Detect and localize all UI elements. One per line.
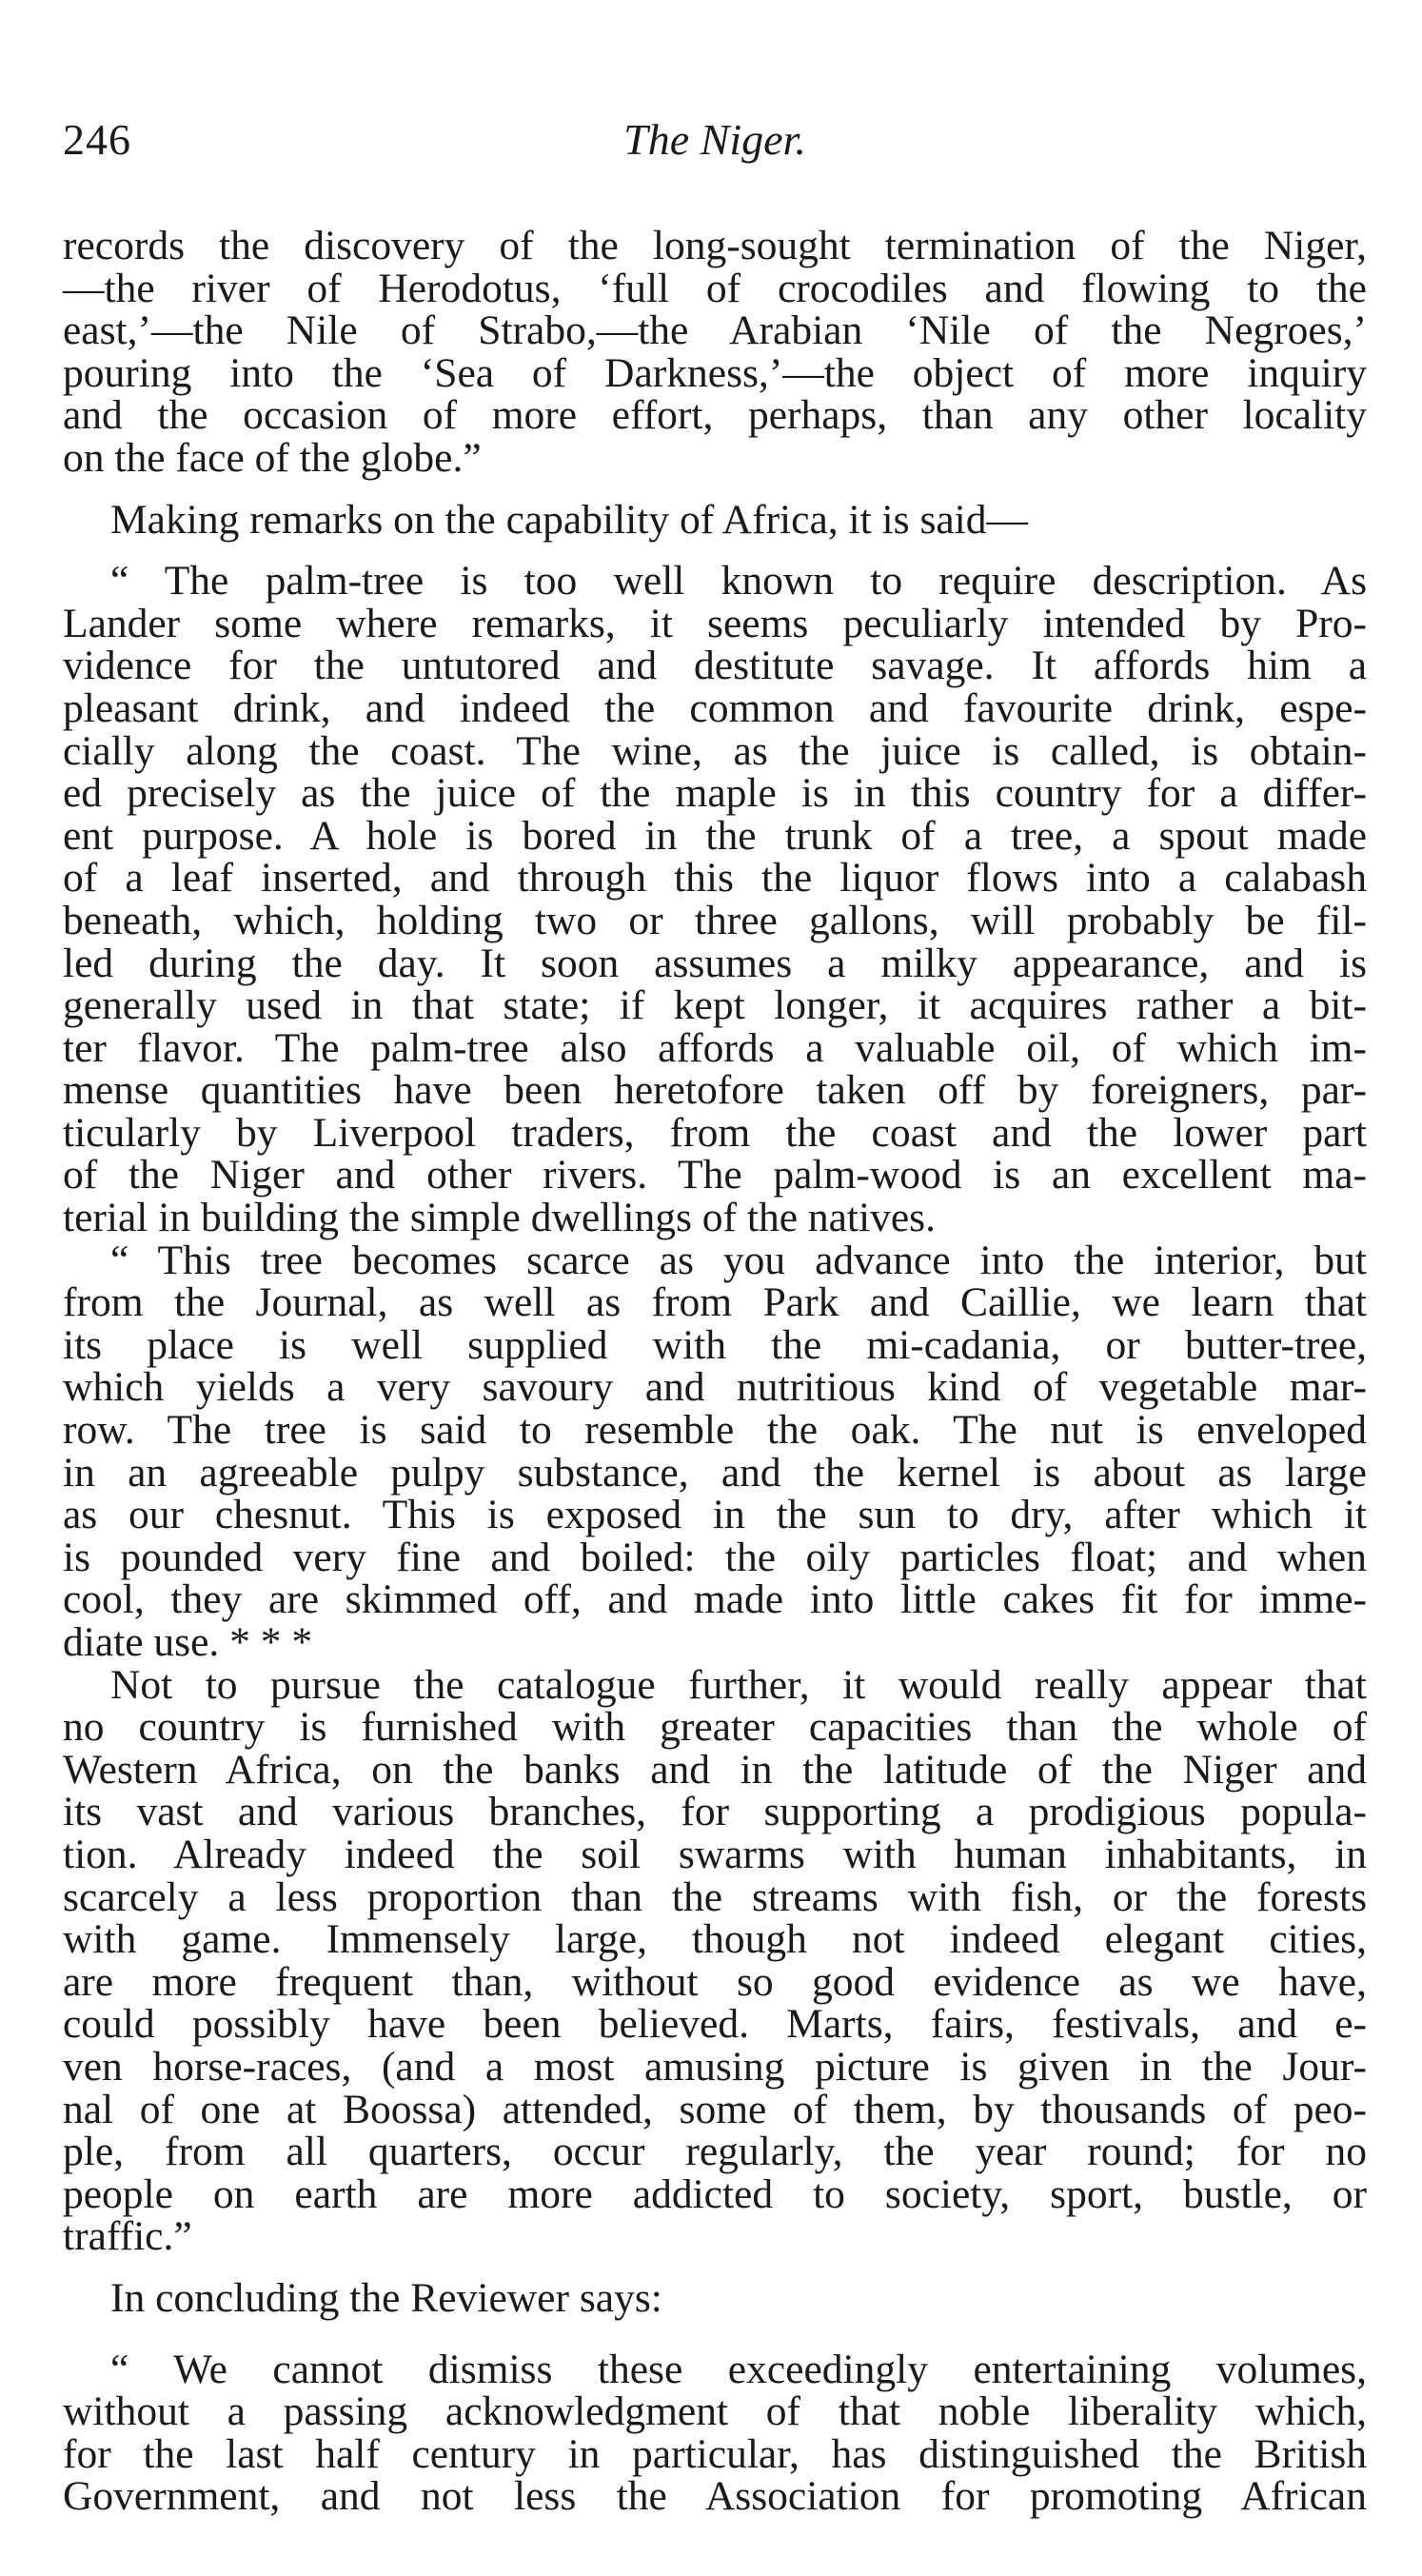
text-line: beneath, which, holding two or three gallons, will probably be fil- — [63, 897, 1367, 943]
text-line: “ This tree becomes scarce as you advance into the interior, but — [110, 1237, 1367, 1283]
paragraph-capability — [63, 496, 1367, 543]
text-line: its place is well supplied with the mi-cadania, or butter-tree, — [63, 1321, 1367, 1368]
text-line: in an agreeable pulpy substance, and the kernel is about as large — [63, 1449, 1367, 1496]
text-line: no country is furnished with greater capacities than the whole of — [63, 1704, 1367, 1751]
text-line: mense quantities have been heretofore taken off by foreigners, par- — [63, 1067, 1367, 1114]
text-line: led during the day. It soon assumes a milky appearance, and is — [63, 940, 1367, 986]
paragraph-reviewer — [63, 2274, 1367, 2321]
text-line: for the last half century in particular, has distinguished the British — [63, 2430, 1367, 2477]
text-line: row. The tree is said to resemble the oak. The nut is enveloped — [63, 1407, 1367, 1454]
text-line: are more frequent than, without so good evidence as we have, — [63, 1958, 1367, 2005]
text-line: ven horse-races, (and a most amusing picture is given in the Jour- — [63, 2043, 1367, 2090]
text-line: nal of one at Boossa) attended, some of them, by thousands of peo- — [63, 2086, 1367, 2132]
text-line: without a passing acknowledgment of that noble liberality which, — [63, 2388, 1367, 2435]
running-head — [63, 114, 1367, 181]
text-line: —the river of Herodotus, ‘full of crocodiles and flowing to the — [63, 265, 1367, 311]
text-line: “ We cannot dismiss these exceedingly entertaining volumes, — [110, 2346, 1367, 2392]
body-text — [63, 225, 1367, 2518]
text-line: ter flavor. The palm-tree also affords a valuable oil, of which im- — [63, 1024, 1367, 1071]
text-line: of the Niger and other rivers. The palm-wood is an excellent ma- — [63, 1152, 1367, 1199]
text-line: Not to pursue the catalogue further, it would really appear that — [110, 1661, 1367, 1708]
text-line: could possibly have been believed. Marts, fairs, festivals, and e- — [63, 2001, 1367, 2048]
text-line: people on earth are more addicted to society, sport, bustle, or — [63, 2170, 1367, 2217]
text-line: pouring into the ‘Sea of Darkness,’—the object of more inquiry — [63, 349, 1367, 396]
book-page — [63, 114, 1367, 2518]
paragraph-continuation — [63, 225, 1367, 480]
paragraph-butter-tree — [63, 1239, 1367, 1664]
running-title: The Niger. — [623, 115, 806, 164]
text-line: traffic.” — [63, 2213, 192, 2260]
text-line: records the discovery of the long-sought termination of the Niger, — [63, 223, 1367, 268]
text-line: Government, and not less the Association for promoting African — [63, 2473, 1367, 2520]
text-line: Making remarks on the capability of Africa, it is said— — [110, 496, 1029, 543]
text-line: terial in building the simple dwellings of the natives. — [63, 1195, 936, 1241]
text-line: with game. Immensely large, though not indeed elegant cities, — [63, 1916, 1367, 1963]
text-line: on the face of the globe.” — [63, 434, 482, 481]
text-line: tion. Already indeed the soil swarms with human inhabitants, in — [63, 1831, 1367, 1877]
text-line: diate use. * * * — [63, 1619, 313, 1665]
text-line: its vast and various branches, for supporting a prodigious popula- — [63, 1789, 1367, 1835]
text-line: vidence for the untutored and destitute savage. It affords him a — [63, 643, 1367, 689]
text-line: ent purpose. A hole is bored in the trunk of a tree, a spout made — [63, 812, 1367, 859]
text-line: as our chesnut. This is exposed in the sun to dry, after which it — [63, 1492, 1367, 1538]
text-line: is pounded very fine and boiled: the oily particles float; and when — [63, 1534, 1367, 1580]
text-line: cool, they are skimmed off, and made into little cakes fit for imme- — [63, 1576, 1367, 1623]
paragraph-concluding-quote — [63, 2348, 1367, 2518]
text-line: from the Journal, as well as from Park and Caillie, we learn that — [63, 1279, 1367, 1326]
text-line: ed precisely as the juice of the maple is in this country for a differ- — [63, 770, 1367, 817]
page-number: 246 — [63, 115, 131, 164]
text-line: which yields a very savoury and nutritious kind of vegetable mar- — [63, 1364, 1367, 1411]
text-line: “ The palm-tree is too well known to require description. As — [110, 558, 1367, 604]
text-line: cially along the coast. The wine, as the juice is called, is obtain- — [63, 727, 1367, 774]
text-line: ple, from all quarters, occur regularly, the year round; for no — [63, 2129, 1367, 2175]
text-line: scarcely a less proportion than the streams with fish, or the forests — [63, 1873, 1367, 1920]
text-line: generally used in that state; if kept longer, it acquires rather a bit- — [63, 982, 1367, 1029]
text-line: Lander some where remarks, it seems peculiarly intended by Pro- — [63, 600, 1367, 646]
text-line: ticularly by Liverpool traders, from the coast and the lower part — [63, 1109, 1367, 1156]
text-line: pleasant drink, and indeed the common and favourite drink, espe- — [63, 684, 1367, 731]
text-line: In concluding the Reviewer says: — [110, 2274, 662, 2321]
text-line: Western Africa, on the banks and in the latitude of the Niger and — [63, 1746, 1367, 1793]
paragraph-catalogue — [63, 1661, 1367, 2260]
text-line: and the occasion of more effort, perhaps, than any other locality — [63, 392, 1367, 439]
paragraph-palm-tree — [63, 560, 1367, 1239]
text-line: east,’—the Nile of Strabo,—the Arabian ‘Nile of the Negroes,’ — [63, 307, 1367, 354]
text-line: of a leaf inserted, and through this the liquor flows into a calabash — [63, 855, 1367, 902]
